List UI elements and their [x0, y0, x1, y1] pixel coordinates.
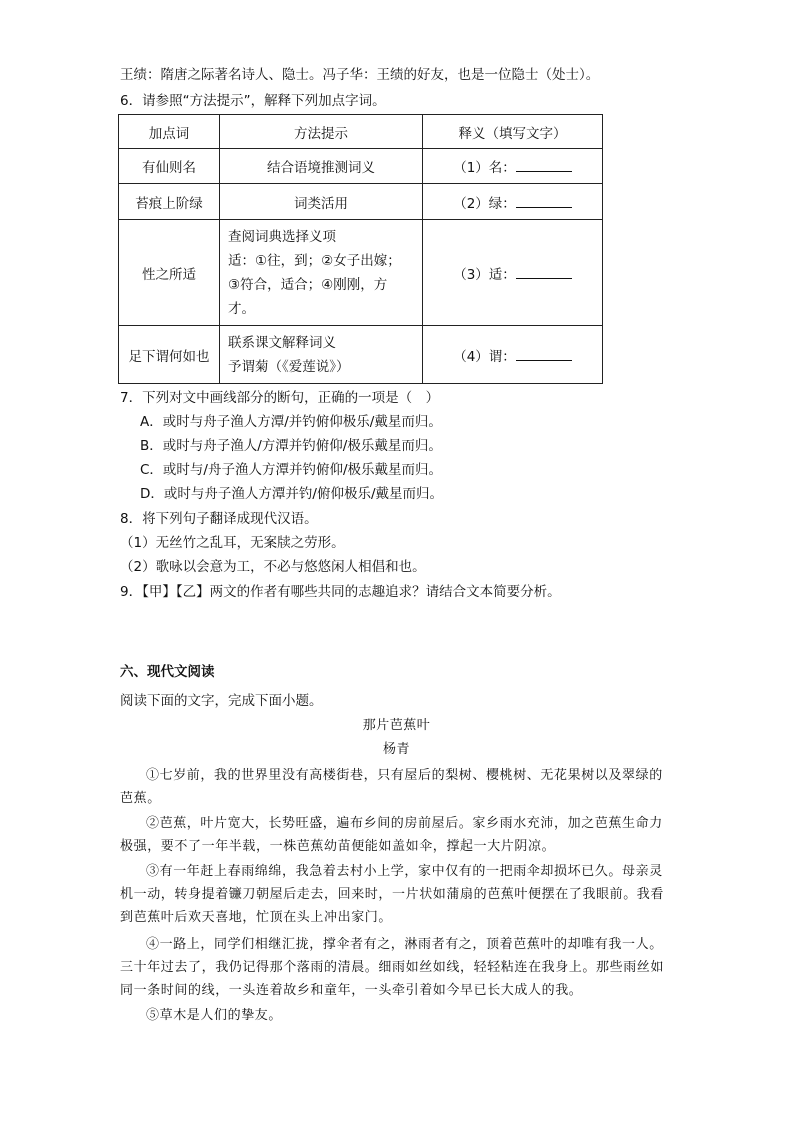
- row-answer-cell: [423, 184, 603, 220]
- row-word: 有仙则名: [119, 149, 220, 184]
- article-author: 杨青: [382, 742, 410, 757]
- row-answer-label: （4）谓：: [453, 348, 516, 365]
- row-method: 结合语境推测词义: [220, 149, 423, 184]
- method-line: 查阅词典选择义项: [228, 228, 336, 245]
- note-line: 王绩：隋唐之际著名诗人、隐士。冯子华：王绩的好友，也是一位隐士（处士）。: [120, 67, 600, 83]
- answer-blank[interactable]: [516, 266, 572, 279]
- table-row: [119, 184, 603, 220]
- row-answer-cell: [423, 149, 603, 184]
- table-row: [119, 326, 603, 384]
- article-paragraph: ①七岁前，我的世界里没有高楼街巷，只有屋后的梨树、樱桃树、无花果树以及翠绿的芭蕉。: [120, 768, 663, 806]
- row-answer-label: （3）适：: [453, 266, 516, 283]
- article-paragraph: ④一路上，同学们相继汇拢，撑伞者有之，淋雨者有之，顶着芭蕉叶的却唯有我一人。三十年过去了，我仍记得那个落雨的清晨。细雨如丝如线，轻轻粘连在我身上。那些雨丝如同一条时间的线，一头连着故乡和童年，一头牵引着如今早已长大成人的我。: [120, 937, 665, 998]
- table-header-row: [119, 115, 603, 149]
- table-row: [119, 220, 603, 326]
- question-6-prompt: 6．请参照“方法提示”，解释下列加点字词。: [120, 93, 386, 109]
- article-paragraph: ②芭蕉，叶片宽大，长势旺盛，遍布乡间的房前屋后。家乡雨水充沛，加之芭蕉生命力极强，要不了一年半载，一株芭蕉幼苗便能如盖如伞，撑起一大片阴凉。: [120, 816, 663, 854]
- question-8-prompt: 8．将下列句子翻译成现代汉语。: [120, 511, 318, 527]
- section-heading: 六、现代文阅读: [120, 664, 215, 680]
- question-9-prompt: 9．【甲】【乙】两文的作者有哪些共同的志趣追求？请结合文本简要分析。: [120, 584, 561, 600]
- article-title: 那片芭蕉叶: [362, 718, 431, 733]
- article-paragraph: ⑤草木是人们的挚友。: [146, 1008, 283, 1023]
- row-word: 苔痕上阶绿: [119, 184, 220, 220]
- q8-item-2: （2）歌咏以会意为工，不必与悠悠闲人相倡和也。: [120, 559, 426, 575]
- row-answer-label: （1）名：: [453, 160, 516, 176]
- q8-item-1: （1）无丝竹之乱耳，无案牍之劳形。: [120, 535, 345, 551]
- row-method: 词类活用: [220, 184, 423, 220]
- header-method: 方法提示: [220, 115, 423, 149]
- row-answer-cell: [423, 220, 603, 326]
- method-line: 予谓菊（《爱莲说》）: [228, 358, 350, 375]
- row-answer-label: （2）绿：: [453, 195, 516, 212]
- header-answer: 释义（填写文字）: [423, 115, 603, 149]
- method-line: 联系课文解释词义: [228, 334, 336, 351]
- method-line: ③符合，适合；④刚刚，方: [228, 276, 388, 293]
- answer-blank[interactable]: [516, 195, 572, 208]
- q6-table: [118, 114, 603, 384]
- option-c[interactable]: C．或时与/舟子渔人方潭并钓俯仰/极乐戴星而归。: [140, 462, 443, 478]
- table-row: [119, 149, 603, 184]
- option-a[interactable]: A．或时与舟子渔人方潭/并钓俯仰极乐/戴星而归。: [140, 414, 442, 430]
- answer-blank[interactable]: [516, 159, 572, 172]
- row-word: 性之所适: [119, 220, 220, 326]
- row-method: [220, 326, 423, 384]
- row-method: [220, 220, 423, 326]
- answer-blank[interactable]: [516, 348, 572, 361]
- method-line: 适：①往，到；②女子出嫁；: [228, 252, 401, 269]
- method-line: 才。: [228, 300, 255, 317]
- row-word: 足下谓何如也: [119, 326, 220, 384]
- header-word: 加点词: [119, 115, 220, 149]
- row-answer-cell: [423, 326, 603, 384]
- section-instruction: 阅读下面的文字，完成下面小题。: [120, 693, 323, 709]
- question-7-prompt: 7．下列对文中画线部分的断句，正确的一项是（ ）: [120, 390, 440, 406]
- option-d[interactable]: D．或时与舟子渔人方潭并钓/俯仰极乐/戴星而归。: [140, 486, 443, 502]
- article-paragraph: ③有一年赶上春雨绵绵，我急着去村小上学，家中仅有的一把雨伞却损坏已久。母亲灵机一动，转身提着镰刀朝屋后走去，回来时，一片状如蒲扇的芭蕉叶便摆在了我眼前。我看到芭蕉叶后欢天喜地，忙顶在头上冲出家门。: [120, 864, 665, 925]
- option-b[interactable]: B．或时与舟子渔人/方潭并钓俯仰/极乐戴星而归。: [140, 438, 442, 454]
